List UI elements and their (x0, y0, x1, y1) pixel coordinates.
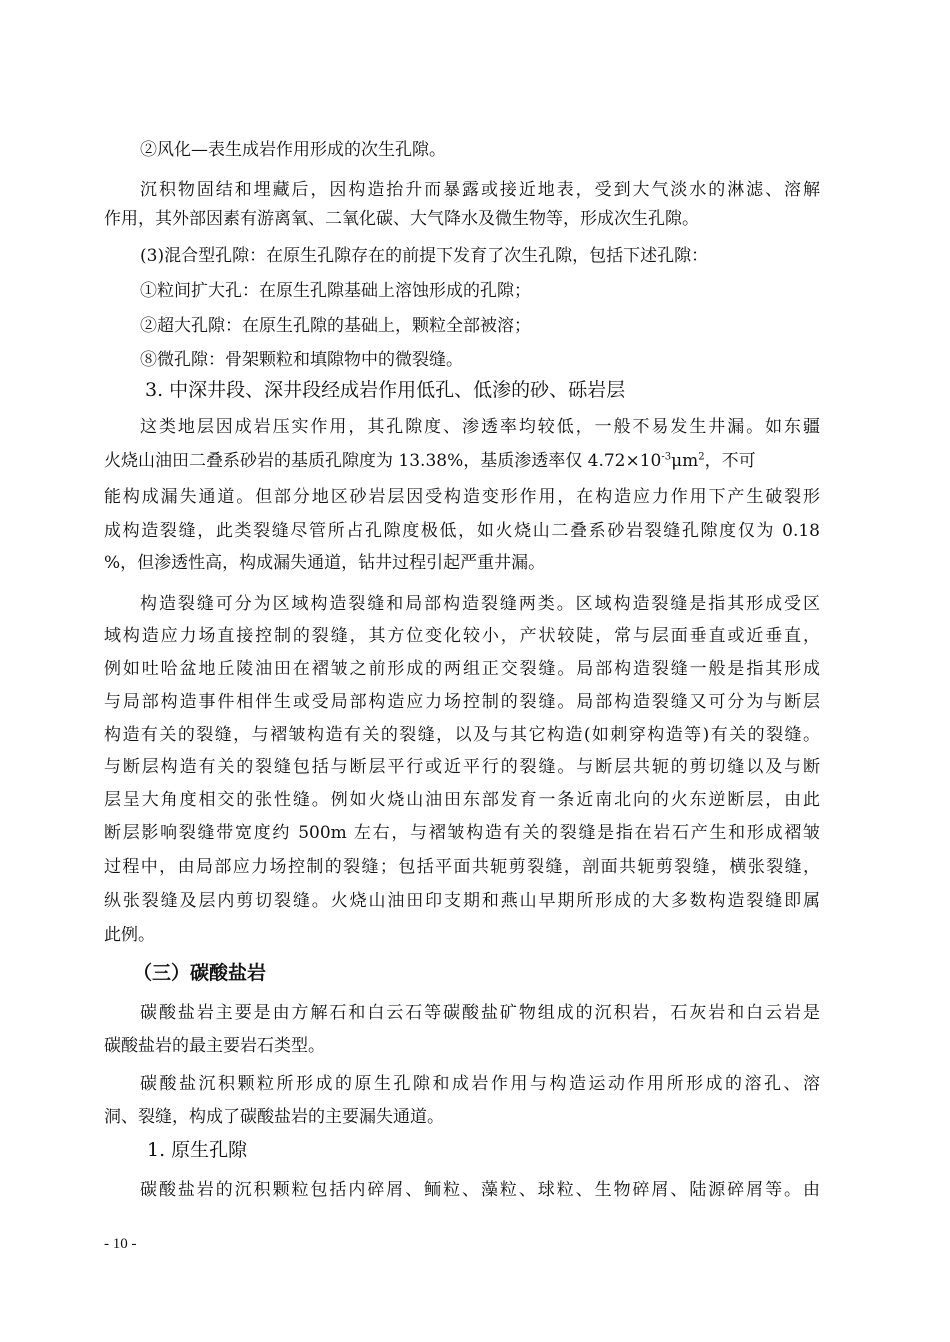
text-segment: ，不可 (704, 451, 756, 471)
text-line: 作用，其外部因素有游离氧、二氧化碳、大气降水及微生物等，形成次生孔隙。 (104, 209, 699, 229)
text-line: 纵张裂缝及层内剪切裂缝。火烧山油田印支期和燕山早期所形成的大多数构造裂缝即属 (104, 891, 820, 911)
text-segment: 火烧山油田二叠系砂岩的基质孔隙度为 13.38%，基质渗透率仅 4.72×10 (104, 451, 662, 471)
text-line: 断层影响裂缝带宽度约 500m 左右，与褶皱构造有关的裂缝是指在岩石产生和形成褶皱 (104, 823, 820, 843)
text-line: 洞、裂缝，构成了碳酸盐岩的主要漏失通道。 (104, 1107, 444, 1127)
exponent: 2 (698, 451, 705, 463)
text-line: 此例。 (104, 925, 155, 945)
text-line: 成构造裂缝，此类裂缝尽管所占孔隙度极低，如火烧山二叠系砂岩裂缝孔隙度仅为 0.18 (104, 521, 820, 541)
text-line: 例如吐哈盆地丘陵油田在褶皱之前形成的两组正交裂缝。局部构造裂缝一般是指其形成 (104, 659, 820, 679)
text-line: 层呈大角度相交的张性缝。例如火烧山油田东部发育一条近南北向的火东逆断层，由此 (104, 790, 820, 810)
text-line: (3)混合型孔隙：在原生孔隙存在的前提下发育了次生孔隙，包括下述孔隙： (140, 246, 709, 266)
text-line: %，但渗透性高，构成漏失通道，钻井过程引起严重井漏。 (104, 553, 546, 573)
text-line: ⑧微孔隙：骨架颗粒和填隙物中的微裂缝。 (140, 350, 463, 370)
unit-text: μm (671, 451, 699, 471)
section-heading: （三）碳酸盐岩 (133, 962, 267, 984)
section-heading: 1. 原生孔隙 (147, 1139, 248, 1161)
text-line: 沉积物固结和埋藏后，因构造抬升而暴露或接近地表，受到大气淡水的淋滤、溶解 (140, 180, 820, 200)
text-line: 构造裂缝可分为区域构造裂缝和局部构造裂缝两类。区域构造裂缝是指其形成受区 (140, 594, 820, 614)
text-line: 碳酸盐沉积颗粒所形成的原生孔隙和成岩作用与构造运动作用所形成的溶孔、溶 (140, 1074, 820, 1094)
text-line: 域构造应力场直接控制的裂缝，其方位变化较小，产状较陡，常与层面垂直或近垂直， (104, 626, 820, 646)
text-line: 能构成漏失通道。但部分地区砂岩层因受构造变形作用，在构造应力作用下产生破裂形 (104, 487, 820, 507)
text-line-with-units (104, 451, 820, 471)
text-line: 碳酸盐岩的沉积颗粒包括内碎屑、鲕粒、藻粒、球粒、生物碎屑、陆源碎屑等。由 (140, 1180, 820, 1200)
exponent: -3 (661, 451, 672, 463)
page-number: - 10 - (104, 1236, 137, 1252)
text-line: ①粒间扩大孔：在原生孔隙基础上溶蚀形成的孔隙； (140, 281, 531, 301)
section-heading: 3. 中深井段、深井段经成岩作用低孔、低渗的砂、砾岩层 (145, 379, 626, 401)
text-line: ②风化—表生成岩作用形成的次生孔隙。 (140, 140, 446, 160)
text-line: 这类地层因成岩压实作用，其孔隙度、渗透率均较低，一般不易发生井漏。如东疆 (140, 417, 820, 437)
text-line: 过程中，由局部应力场控制的裂缝；包括平面共轭剪裂缝，剖面共轭剪裂缝，横张裂缝， (104, 857, 820, 877)
text-line: ②超大孔隙：在原生孔隙的基础上，颗粒全部被溶； (140, 316, 531, 336)
text-line: 与断层构造有关的裂缝包括与断层平行或近平行的裂缝。与断层共轭的剪切缝以及与断 (104, 757, 820, 777)
text-line: 碳酸盐岩的最主要岩石类型。 (104, 1036, 325, 1056)
text-line: 构造有关的裂缝，与褶皱构造有关的裂缝，以及与其它构造(如刺穿构造等)有关的裂缝。 (104, 725, 820, 745)
text-line: 与局部构造事件相伴生或受局部构造应力场控制的裂缝。局部构造裂缝又可分为与断层 (104, 692, 820, 712)
text-line: 碳酸盐岩主要是由方解石和白云石等碳酸盐矿物组成的沉积岩，石灰岩和白云岩是 (140, 1003, 820, 1023)
